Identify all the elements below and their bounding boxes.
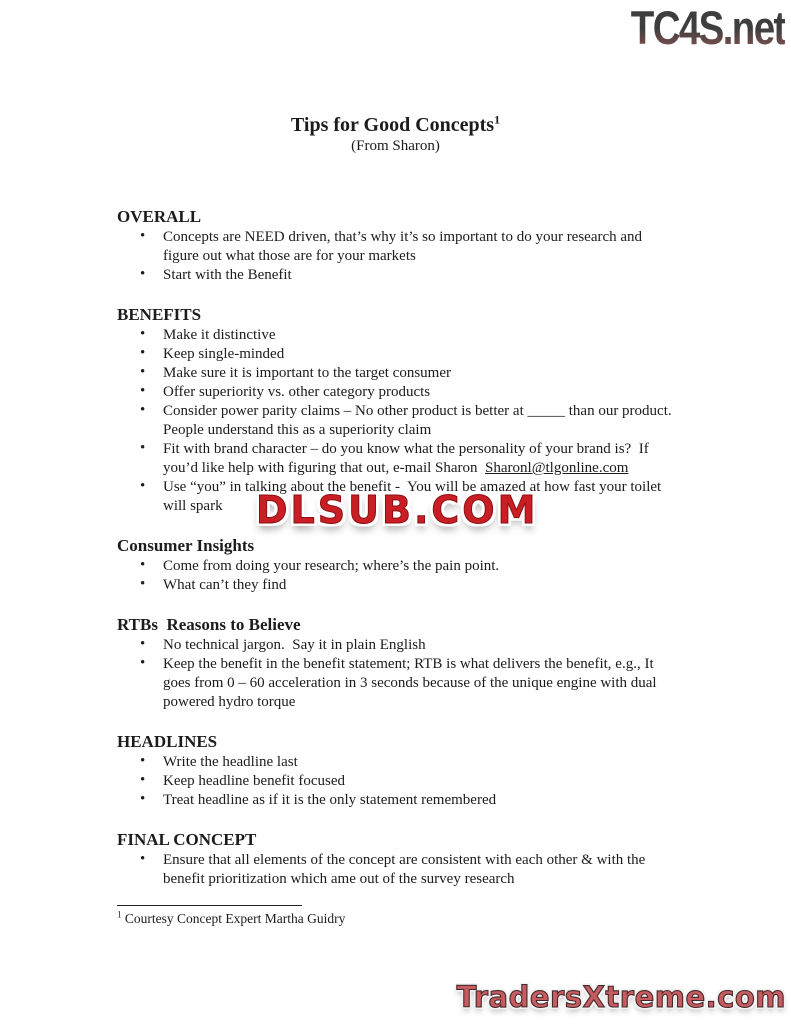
consumer-insights-bullet-list: [117, 557, 674, 595]
bullet-text: Make it distinctive: [163, 327, 276, 343]
section-heading-headlines: HEADLINES: [117, 732, 218, 751]
tradersxtreme-watermark: TradersXtreme.com: [456, 980, 786, 1014]
final-concept-bullet-list: [117, 851, 674, 889]
bullet-text: Keep the benefit in the benefit statement; RTB is what delivers the benefit, e.g., It goes from 0 – 60 acceleration in 3 seconds because of the unique engine with dual powered hydro torque: [163, 656, 661, 710]
list-item: [117, 636, 674, 655]
bullet-text: Consider power parity claims – No other product is better at _____ than our product. People understand this as a superiority claim: [163, 403, 680, 438]
list-item: [117, 753, 674, 772]
email-link[interactable]: Sharonl@tlgonline.com: [485, 460, 629, 476]
list-item: [117, 851, 674, 889]
list-item: [117, 266, 674, 285]
page-title: [117, 113, 674, 137]
page-title-text: Tips for Good Concepts: [290, 114, 495, 136]
bullet-icon: •: [140, 753, 146, 769]
list-item: [117, 364, 674, 383]
bullet-text: Offer superiority vs. other category products: [163, 384, 431, 400]
section-heading-overall: OVERALL: [117, 207, 202, 226]
bullet-text: Keep headline benefit focused: [163, 773, 345, 789]
rtbs-bullet-list: [117, 636, 674, 712]
list-item: [117, 326, 674, 345]
bullet-icon: •: [140, 345, 146, 361]
overall-bullet-list: [117, 228, 674, 285]
bullet-text: Use “you” in talking about the benefit - You will be amazed at how fast your toilet will spark: [163, 479, 665, 514]
list-item: [117, 402, 680, 440]
list-item: [117, 576, 674, 595]
tc4s-watermark: TC4S.net: [631, 1, 785, 54]
dlsub-watermark: DLSUB.COM: [256, 488, 539, 532]
bullet-icon: •: [140, 478, 146, 494]
list-item: [117, 557, 674, 576]
footnote-text: Courtesy Concept Expert Martha Guidry: [121, 911, 346, 926]
bullet-text: What can’t they find: [163, 577, 287, 593]
bullet-text: No technical jargon. Say it in plain English: [163, 637, 426, 653]
section-heading-final-concept: FINAL CONCEPT: [117, 830, 257, 849]
bullet-text: Keep single-minded: [163, 346, 285, 362]
list-item: [117, 655, 674, 712]
list-item: [117, 228, 674, 266]
bullet-icon: •: [140, 383, 146, 399]
bullet-icon: •: [140, 326, 146, 342]
headlines-bullet-list: [117, 753, 674, 810]
list-item: [117, 791, 674, 810]
list-item: [117, 383, 674, 402]
bullet-icon: •: [140, 364, 146, 380]
page-subtitle: (From Sharon): [351, 138, 440, 154]
bullet-text: Write the headline last: [163, 754, 298, 770]
section-heading-benefits: BENEFITS: [117, 305, 202, 324]
bullet-icon: •: [140, 557, 146, 573]
bullet-icon: •: [140, 655, 146, 671]
bullet-text: Concepts are NEED driven, that’s why it’s so important to do your research and figure out what those are for your markets: [163, 229, 646, 264]
bullet-text: [163, 441, 652, 476]
bullet-icon: •: [140, 266, 146, 282]
document-content: [117, 0, 680, 927]
list-item: [117, 772, 674, 791]
section-heading-consumer-insights: Consumer Insights: [117, 536, 255, 555]
list-item: [117, 345, 674, 364]
bullet-icon: •: [140, 228, 146, 244]
bullet-text-segment: Fit with brand character – do you know what the personality of your brand is? If you’d like help with figuring that out, e-mail Sharon: [163, 441, 653, 476]
bullet-icon: •: [140, 636, 146, 652]
bullet-text: Come from doing your research; where’s the pain point.: [163, 558, 500, 574]
bullet-text: Start with the Benefit: [163, 267, 292, 283]
footnote: [117, 910, 674, 927]
title-footnote-marker: 1: [494, 112, 501, 127]
bullet-text: Treat headline as if it is the only statement remembered: [163, 792, 497, 808]
bullet-icon: •: [140, 772, 146, 788]
footnote-separator: [117, 905, 302, 906]
footnote-marker: 1: [117, 909, 122, 920]
section-heading-rtbs: RTBs Reasons to Believe: [117, 615, 301, 634]
list-item: [117, 440, 674, 478]
bullet-icon: •: [140, 791, 146, 807]
bullet-icon: •: [140, 402, 146, 418]
bullet-text: Make sure it is important to the target consumer: [163, 365, 451, 381]
bullet-text: Ensure that all elements of the concept are consistent with each other & with the benefit prioritization which ame out of the survey research: [163, 852, 650, 887]
bullet-icon: •: [140, 440, 146, 456]
bullet-icon: •: [140, 576, 146, 592]
bullet-icon: •: [140, 851, 146, 867]
